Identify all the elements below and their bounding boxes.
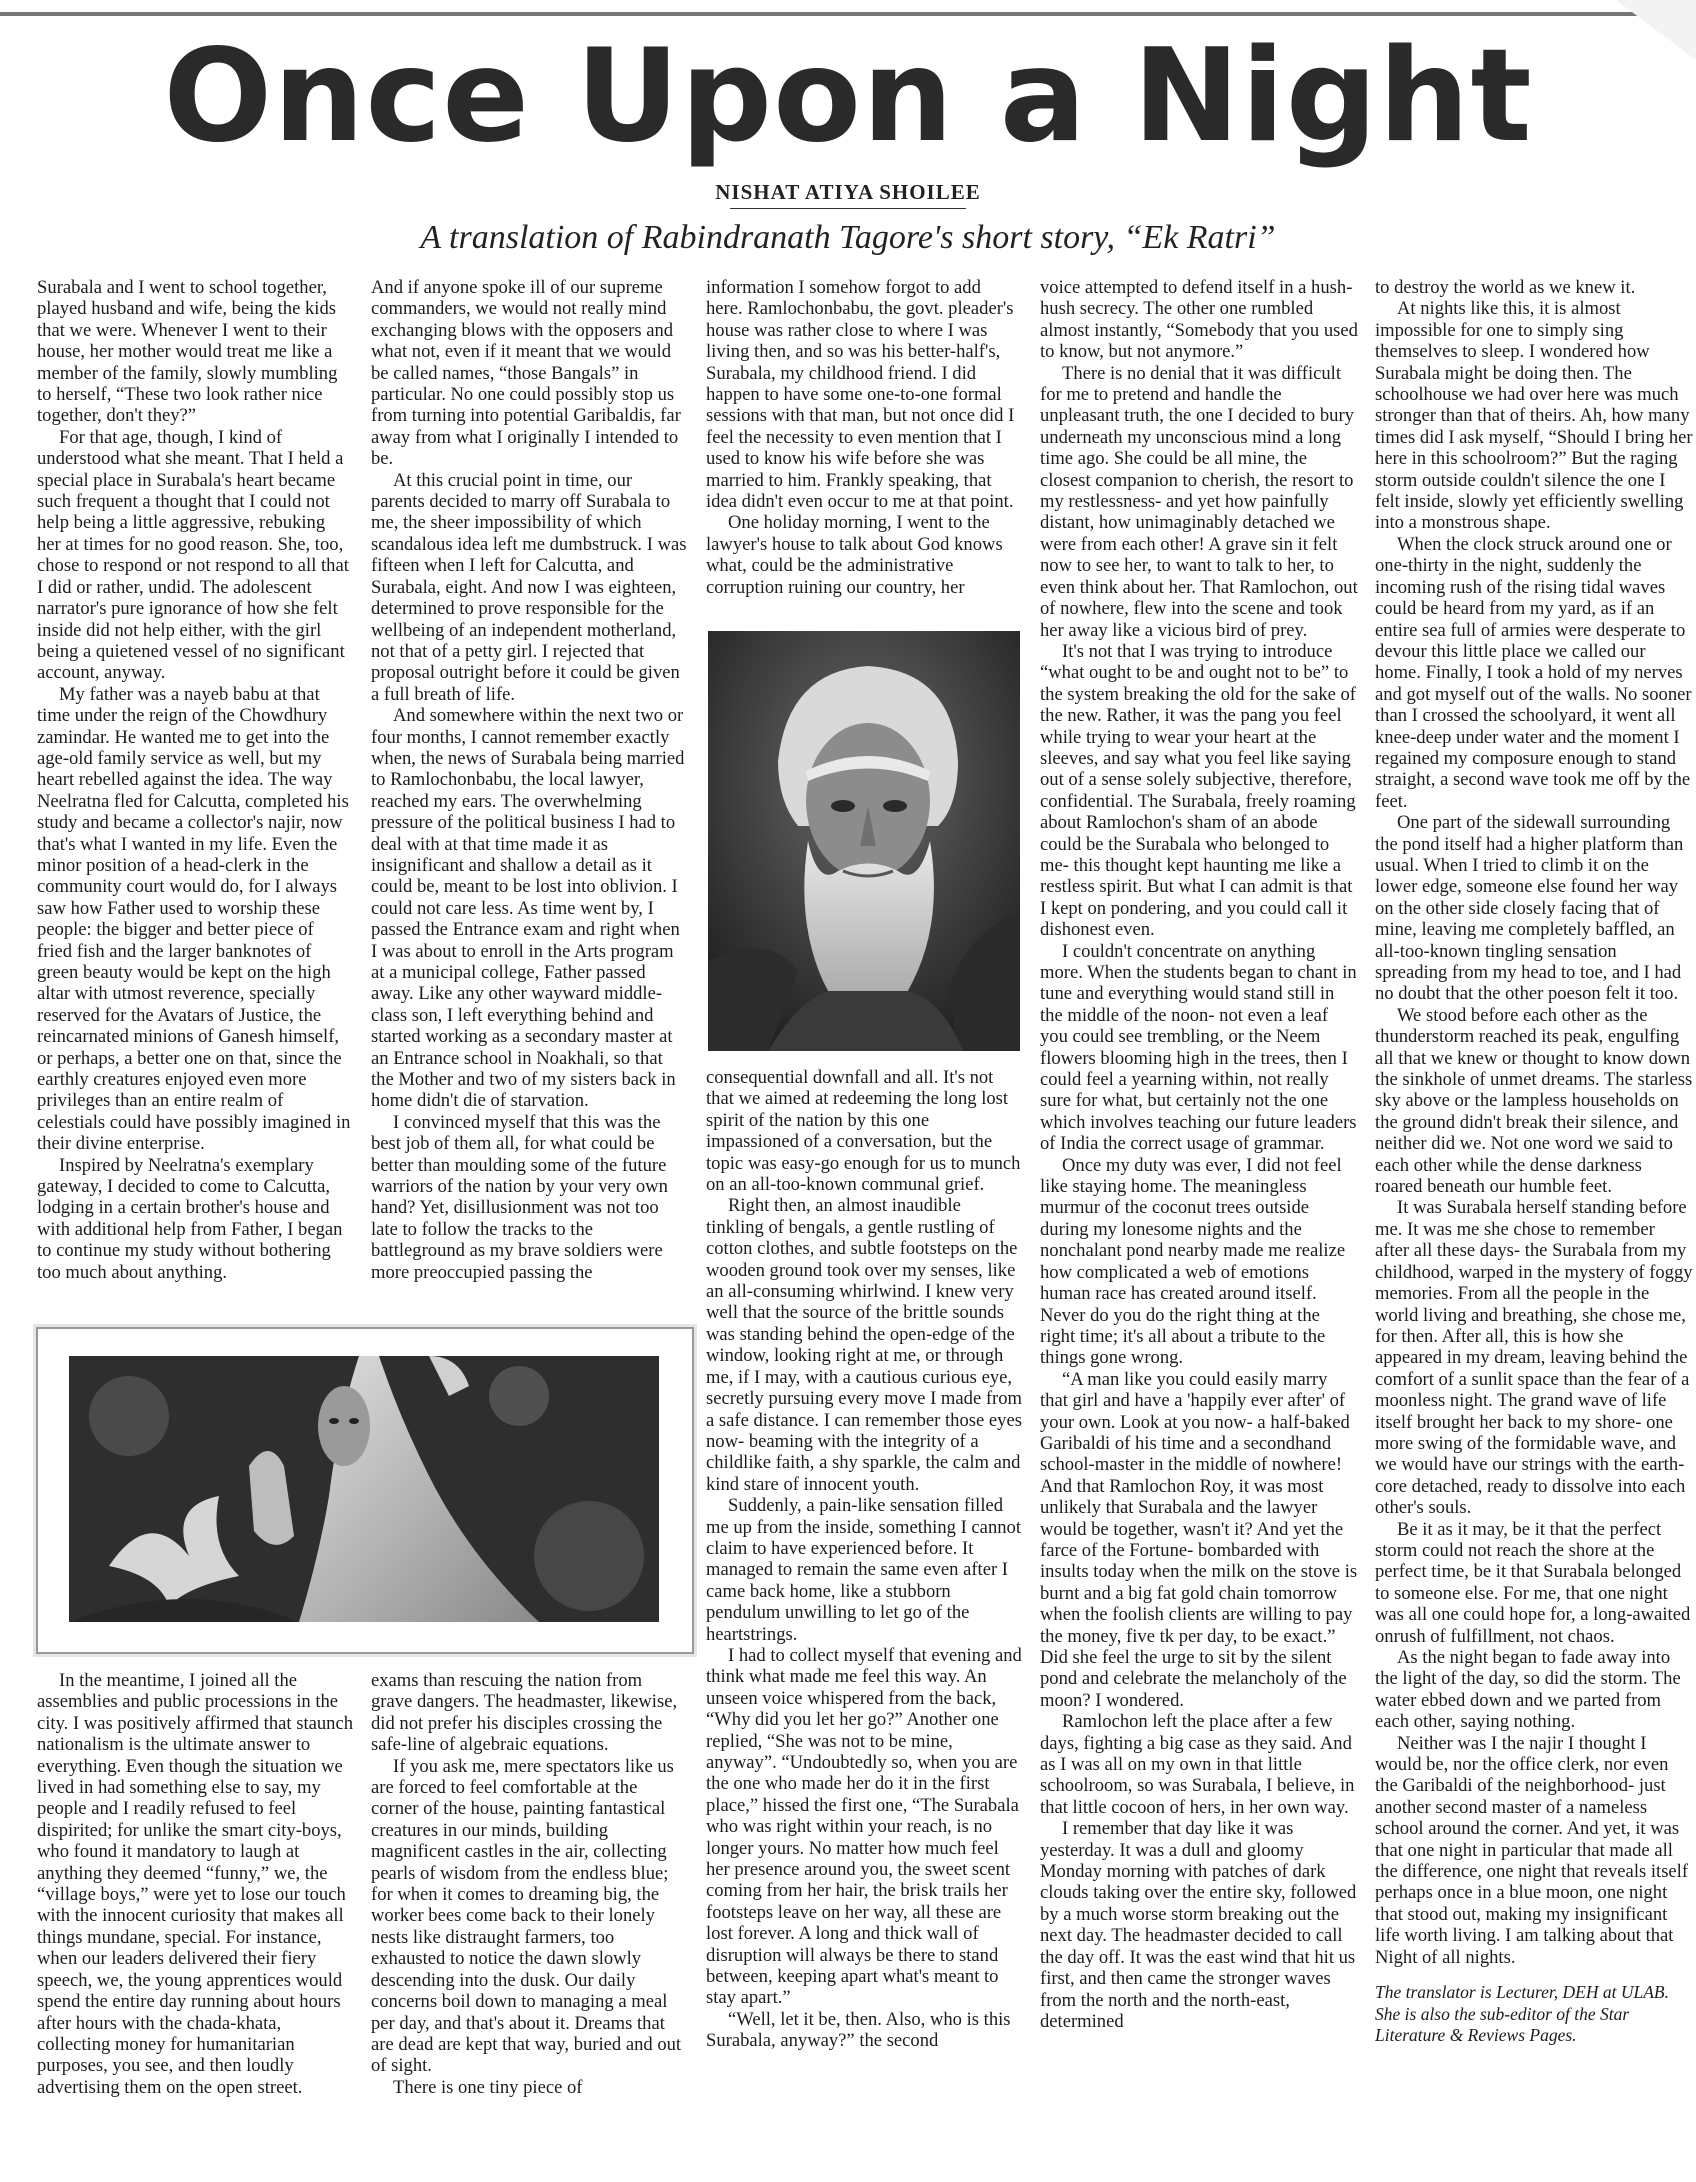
paragraph: At this crucial point in time, our parents decided to marry off Surabala to me, the sheer impossibility of which scandalous idea left me dumbstruck. I was fifteen when I left for Calcutta, and Surabala, eight. And now I was eighteen, determined to prove responsible for the wellbeing of an independent motherland, not that of a petty girl. I rejected that proposal outright before it could be given a full breath of life. [371,469,687,705]
tagore-portrait-photo [708,631,1020,1051]
column-4 [1040,277,1358,2137]
paragraph: We stood before each other as the thunderstorm reached its peak, engulfing all that we knew or thought to know down the sinkhole of unmet dreams. The starless sky above or the lampless households on the ground didn't break their silence, and neither did we. Not one word we said to each other while the dense darkness roared beneath our humble feet. [1375,1004,1693,1198]
paragraph: Suddenly, a pain-like sensation filled me up from the inside, something I cannot claim to have experienced before. It managed to remain the same even after I came back home, like a stubborn pendulum unwilling to let go of the heartstrings. [706,1495,1021,1645]
paragraph: And if anyone spoke ill of our supreme commanders, we would not really mind exchanging blows with the opposers and what not, even if it meant that we would be called names, “those Bangals” in particular. No one could possibly stop us from turning into potential Garibaldis, far away from what I originally I intended to be. [371,277,681,470]
paragraph: At nights like this, it is almost impossible for one to simply sing themselves to sleep. I wondered how Surabala might be doing then. The schoolhouse we had over here was much stronger than that of theirs. Ah, how many times did I ask myself, “Should I bring her here in this schoolroom?” But the raging storm outside couldn't silence the one I felt inside, slowly yet efficiently swelling into a monstrous shape. [1375,298,1693,534]
paragraph: “A man like you could easily marry that girl and have a 'happily ever after' of your own. Look at you now- a half-baked Garibaldi of his time and a secondhand school-master in the middle of nowhere! And that Ramlochon Roy, it was most unlikely that Surabala and the lawyer would be together, wasn't it? And yet the farce of the Fortune- bombarded with insults today when the milk on the stove is burnt and a big fat gold chain tomorrow when the foolish clients are willing to pay the money, five tk per day, to be exact.” Did she feel the urge to sit by the silent pond and celebrate the melancholy of the moon? I wondered. [1040,1368,1358,1711]
paragraph: One part of the sidewall surrounding the pond itself had a higher platform than usual. When I tried to climb it on the lower edge, someone else found her way on the other side closely facing that of mine, leaving me completely baffled, an all-too-known tingling sensation spreading from my head to toe, and I had no doubt that the other poeson felt it too. [1375,812,1684,1005]
paragraph: consequential downfall and all. It's not that we aimed at redeeming the long lost spirit of the nation by this one impassioned of a conversation, but the topic was easy-go enough for us to munch on an all-too-known communal grief. [706,1067,1021,1196]
paragraph: Neither was I the najir I thought I would be, nor the office clerk, nor even the Garibaldi of the neighborhood- just another second master of a nameless school around the corner. And yet, it was that one night in particular that made all the difference, one night that reveals itself perhaps once in a blue moon, one night that stood out, making my insignificant life worth living. I am talking about that Night of all nights. [1375,1732,1689,1968]
paragraph: I convinced myself that this was the best job of them all, for what could be better than moulding some of the future warriors of the nation by your very own hand? Yet, disillusionment was not too late to follow the tracks to the battleground as my brave soldiers were more preoccupied passing the [371,1111,668,1283]
paragraph: to destroy the world as we knew it. [1375,277,1636,298]
paragraph: Be it as it may, be it that the perfect storm could not reach the shore at the perfect time, be it that Surabala belonged to someone else. For me, that one night was all one could hope for, a long-awaited onrush of fulfillment, not chaos. [1375,1518,1691,1647]
paragraph: It's not that I was trying to introduce “what ought to be and ought not to be” to the system breaking the old for the sake of the new. Rather, it was the pang you feel while trying to wear your heart at the sleeves, and say what you feel like saying out of a sense solely subjective, therefore, confidential. The Surabala, freely roaming about Ramlochon's sham of an abode could be the Surabala who belonged to me- this thought kept haunting me like a restless spirit. But what I can admit is that I kept on pondering, and you could call it dishonest even. [1040,640,1357,941]
paragraph: information I somehow forgot to add here. Ramlochonbabu, the govt. pleader's house was rather close to where I was living then, and so was his better-half's, Surabala, my childhood friend. I did happen to have some one-to-one formal sessions with that man, but not once did I feel the necessity to even mention that I used to know his wife before she was married to him. Frankly speaking, that idea didn't even occur to me at that point. [706,277,1015,513]
subtitle: A translation of Rabindranath Tagore's short story, “Ek Ratri” [420,219,1276,256]
paragraph: exams than rescuing the nation from grave dangers. The headmaster, likewise, did not prefer his disciples crossing the safe-line of algebraic equations. [371,1670,678,1756]
column-3-top [706,277,1022,617]
paragraph: And somewhere within the next two or four months, I cannot remember exactly when, the news of Surabala being married to Ramlochonbabu, the local lawyer, reached my ears. The overwhelming pressure of the political business I had to deal with at that time made it as insignificant and shallow a detail as it could be, meant to be lost into oblivion. I could not care less. As time went by, I passed the Entrance exam and right when I was about to enroll in the Arts program at a municipal college, Father passed away. Like any other wayward middle-class son, I left everything behind and started working as a secondary master at an Entrance school in Noakhali, so that the Mother and two of my sisters back in home didn't die of starvation. [371,705,685,1112]
column-2-top [371,277,687,1307]
byline: NISHAT ATIYA SHOILEE [715,180,981,204]
column-1-bottom [37,1670,353,2140]
paragraph: If you ask me, mere spectators like us are forced to feel comfortable at the corner of the house, painting fantastical creatures in our minds, building magnificent castles in the air, collecting pearls of wisdom from the endless blue; for when it comes to dreaming big, the worker bees come back to their lonely nests like distraught farmers, too exhausted to notice the dawn slowly descending into the dusk. Our daily concerns boil down to managing a meal per day, and that's about it. Dreams that are dead are kept that way, buried and out of sight. [371,1755,682,2077]
paragraph: “Well, let it be, then. Also, who is this Surabala, anyway?” the second [706,2008,1011,2052]
column-2-bottom [371,1670,687,2140]
paragraph: voice attempted to defend itself in a hush-hush secrecy. The other one rumbled almost instantly, “Somebody that you used to know, but not anymore.” [1040,277,1358,363]
painting-woman-in-white-photo [69,1356,659,1622]
painting-frame [36,1327,694,1654]
paragraph: In the meantime, I joined all the assemblies and public processions in the city. I was positively affirmed that staunch nationalism is the ultimate answer to everything. Even though the situation we lived in had something else to say, my people and I readily refused to feel dispirited; for unlike the smart city-boys, who found it mandatory to laugh at anything they deemed “funny,” we, the “village boys,” were yet to lose our touch with the innocent curiosity that makes all things mundane, special. For instance, when our leaders delivered their fiery speech, we, the young apprentices would spend the entire day running about hours after hours with the chada-khata, collecting money for humanitarian purposes, you see, and then loudly advertising them on the open street. [37,1670,353,2098]
paragraph: I had to collect myself that evening and think what made me feel this way. An unseen voice whispered from the back, “Why did you let her go?” Another one replied, “She was not to be mine, anyway”. “Undoubtedly so, when you are the one who made her do it in the first place,” hissed the first one, “The Surabala who was right within your reach, is no longer yours. No matter how much feel her presence around you, the sweet scent coming from her hair, the brisk trails her footsteps leave on her way, all these are lost forever. A long and thick wall of disruption will always be there to stand between, keeping apart what's meant to stay apart.” [706,1644,1022,2009]
paragraph: As the night began to fade away into the light of the day, so did the storm. The water ebbed down and we parted from each other, saying nothing. [1375,1647,1681,1733]
headline: Once Upon a Night [163,22,1533,171]
paragraph: I couldn't concentrate on anything more. When the students began to chant in tune and everything would stand still in the middle of the noon- not even a leaf you could see trembling, or the Neem flowers blooming high in the trees, then I could feel a yearning within, not really sure for what, but certainly not the one which involves teaching our future leaders of India the correct usage of grammar. [1040,940,1357,1155]
paragraph: There is one tiny piece of [393,2076,583,2098]
paragraph: Right then, an almost inaudible tinkling of bengals, a gentle rustling of cotton clothes, and subtle footsteps on the wooden ground took over my senses, like an all-consuming whirlwind. I knew very well that the source of the brittle sounds was standing behind the open-edge of the window, looking right at me, or through me, if I may, with a cautious curious eye, secretly pursuing every move I made from a safe distance. I can remember those eyes now- beaming with the integrity of a childlike faith, a shy sparkle, the calm and kind stare of innocent youth. [706,1195,1022,1495]
paragraph: My father was a nayeb babu at that time under the reign of the Chowdhury zamindar. He wanted me to get into the age-old family service as well, but my heart rebelled against the idea. The way Neelratna fled for Calcutta, completed his study and became a collector's najir, now that's what I wanted in my life. Even the minor position of a head-clerk in the community court would do, for I always saw how Father used to worship these people: the bigger and better piece of fried fish and the larger banknotes of green beauty would be kept on the high altar with utmost reverence, specially reserved for the Avatars of Justice, the reincarnated minions of Ganesh himself, or perhaps, a better one on that, since the earthly creatures enjoyed even more privileges than an entire realm of celestials could have possibly imagined in their divine enterprise. [37,683,351,1155]
paragraph: There is no denial that it was difficult for me to pretend and handle the unpleasant truth, the one I decided to bury underneath my unconscious mind a long time ago. She could be all mine, the closest companion to cherish, the resort to my restlessness- and yet how painfully distant, how unimaginably detached we were from each other! A grave sin it felt now to see her, to want to talk to her, to even think about her. That Ramlochon, out of nowhere, flew into the scene and took her away like a vicious bird of prey. [1040,362,1358,641]
paragraph: I remember that day like it was yesterday. It was a dull and gloomy Monday morning with patches of dark clouds taking over the entire sky, followed by a much worse storm breaking out the next day. The headmaster decided to call the day off. It was the east wind that hit us first, and then came the stronger waves from the north and the north-east, determined [1040,1818,1357,2032]
column-5 [1375,277,1693,2157]
translator-credit: The translator is Lecturer, DEH at ULAB. She is also the sub-editor of the Star Literature & Reviews Pages. [1375,1982,1669,2045]
column-3-bottom [706,1067,1022,2127]
paragraph: Inspired by Neelratna's exemplary gateway, I decided to come to Calcutta, lodging in a certain brother's house and with additional help from Father, I began to continue my study without bothering too much about anything. [37,1154,343,1283]
paragraph: Surabala and I went to school together, played husband and wife, being the kids that we were. Whenever I went to their house, her mother would treat me like a member of the family, slowly mumbling to herself, “These two look rather nice together, don't they?” [37,277,338,427]
column-1-top [37,277,353,1307]
paragraph: Once my duty was ever, I did not feel like staying home. The meaningless murmur of the coconut trees outside during my lonesome nights and the nonchalant pond nearby made me realize how complicated a web of emotions human race has created around itself. Never do you do the right thing at the right time; it's all about a tribute to the things gone wrong. [1040,1154,1346,1369]
paragraph: Ramlochon left the place after a few days, fighting a big case as they said. And as I was all on my own in that little schoolroom, so was Surabala, I believe, in that little cocoon of hers, in her own way. [1040,1711,1355,1818]
paragraph: When the clock struck around one or one-thirty in the night, suddenly the incoming rush of the rising tidal waves could be heard from my yard, as if an entire sea full of armies were desperate to devour this little place we called our home. Finally, I took a hold of my nerves and got myself out of the walls. No sooner than I crossed the schoolyard, it went all knee-deep under water and the moment I regained my composure enough to stand straight, a second wave took me off by the feet. [1375,533,1692,812]
byline-rule [730,208,966,209]
paragraph: For that age, though, I kind of understood what she meant. That I held a special place in Surabala's heart became such frequent a thought that I could not help being a little aggressive, rebuking her at times for no good reason. She, too, chose to respond or not respond to all that I did or rather, undid. The adolescent narrator's pure ignorance of how she felt inside did not help either, with the girl being a quietened vessel of no significant account, anyway. [37,426,349,684]
paragraph: It was Surabala herself standing before me. It was me she chose to remember after all these days- the Surabala from my childhood, warped in the mystery of foggy memories. From all the people in the world living and breathing, she chose me, for then. After all, this is how she appeared in my dream, leaving behind the comfort of a sunlit space than the fear of a moonless night. The grand wave of life itself brought her back to my shore- one more swing of the formidable wave, and we would have our strings with the earth-core detached, ready to dissolve into each other's souls. [1375,1197,1693,1519]
paragraph: One holiday morning, I went to the lawyer's house to talk about God knows what, could be the administrative corruption ruining our country, her [706,512,1003,598]
top-rule [0,12,1696,16]
